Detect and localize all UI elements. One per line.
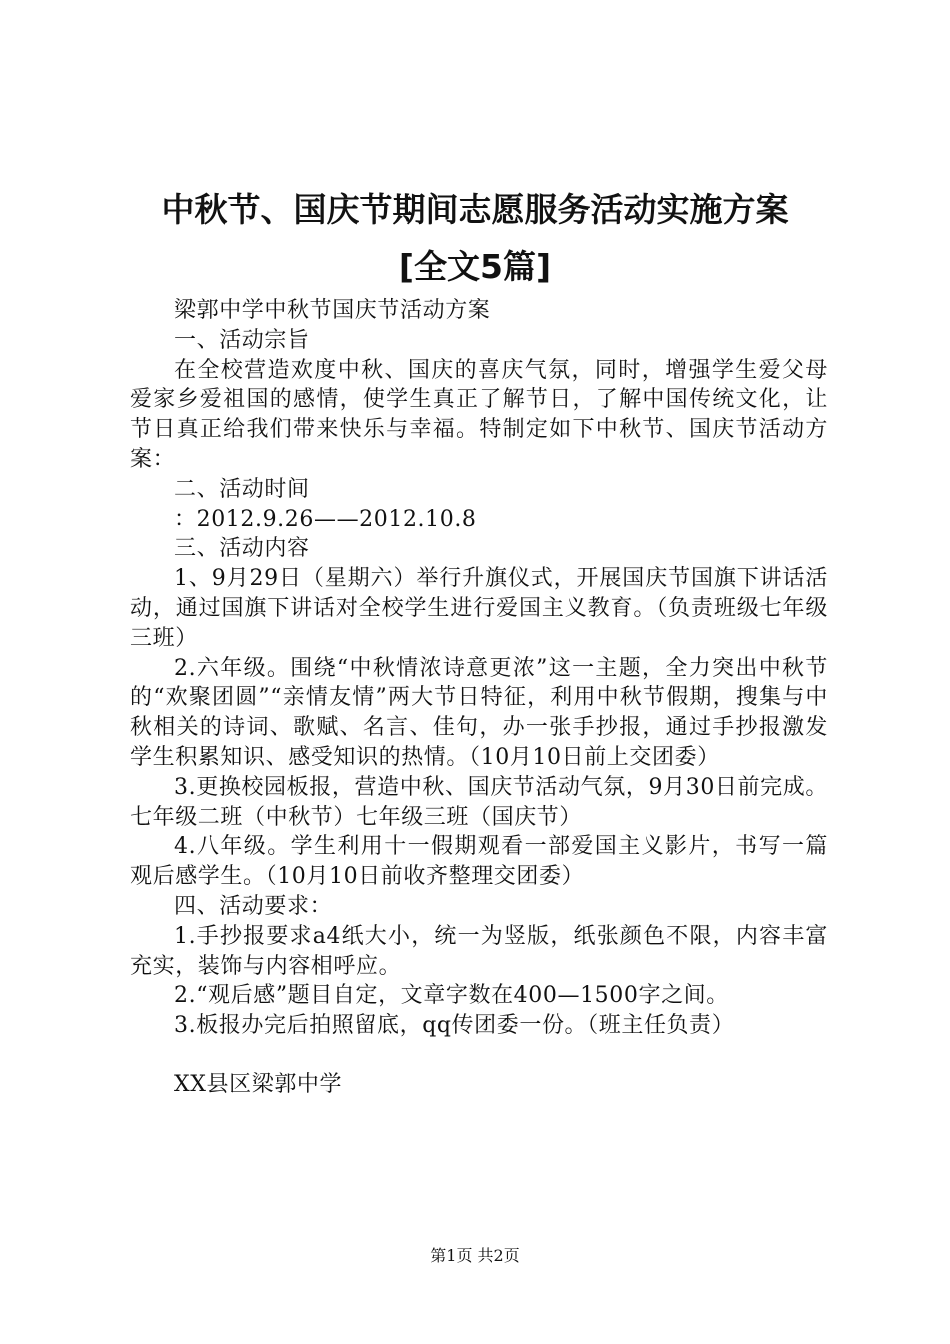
paragraph-content-item-3: 3.更换校园板报，营造中秋、国庆节活动气氛，9月30日前完成。七年级二班（中秋节）七年级三班（国庆节） — [130, 774, 828, 830]
paragraph-content-item-4: 4.八年级。学生利用十一假期观看一部爱国主义影片，书写一篇观后感学生。（10月10日前收齐整理交团委） — [130, 834, 828, 890]
signature-school: XX县区梁郭中学 — [174, 1071, 343, 1097]
paragraph-purpose: 在全校营造欢度中秋、国庆的喜庆气氛，同时，增强学生爱父母爱家乡爱祖国的感情，使学生真正了解节日，了解中国传统文化，让节日真正给我们带来快乐与幸福。特制定如下中秋节、国庆节活动方案： — [130, 357, 828, 472]
section-heading-purpose: 一、活动宗旨 — [174, 327, 310, 353]
school-plan-heading: 梁郭中学中秋节国庆节活动方案 — [174, 298, 491, 323]
document-title-line1: 中秋节、国庆节期间志愿服务活动实施方案 — [161, 190, 789, 229]
paragraph-requirement-2: 2.“观后感”题目自定，文章字数在400—1500字之间。 — [174, 983, 729, 1009]
paragraph-content-item-1: 1、9月29日（星期六）举行升旗仪式，开展国庆节国旗下讲话活动，通过国旗下讲话对全校学生进行爱国主义教育。（负责班级七年级三班） — [130, 566, 828, 651]
document-body — [130, 296, 828, 1100]
page-footer: 第1页 共2页 — [430, 1246, 520, 1265]
document-title-line2: [全文5篇] — [398, 247, 552, 286]
section-heading-requirements: 四、活动要求： — [174, 893, 333, 919]
section-heading-time: 二、活动时间 — [174, 476, 310, 502]
paragraph-content-item-2: 2.六年级。围绕“中秋情浓诗意更浓”这一主题，全力突出中秋节的“欢聚团圆”“亲情友情”两大节日特征，利用中秋节假期，搜集与中秋相关的诗词、歌赋、名言、佳句，办一张手抄报，通过手抄报激发学生积累知识、感受知识的热情。（10月10日前上交团委） — [130, 655, 828, 770]
paragraph-time: ：2012.9.26——2012.10.8 — [174, 506, 477, 532]
paragraph-spacer — [130, 1041, 828, 1070]
paragraph-requirement-1: 1.手抄报要求a4纸大小，统一为竖版，纸张颜色不限，内容丰富充实，装饰与内容相呼应。 — [130, 923, 828, 979]
paragraph-requirement-3: 3.板报办完后拍照留底，qq传团委一份。（班主任负责） — [174, 1013, 735, 1039]
section-heading-content: 三、活动内容 — [174, 536, 310, 562]
